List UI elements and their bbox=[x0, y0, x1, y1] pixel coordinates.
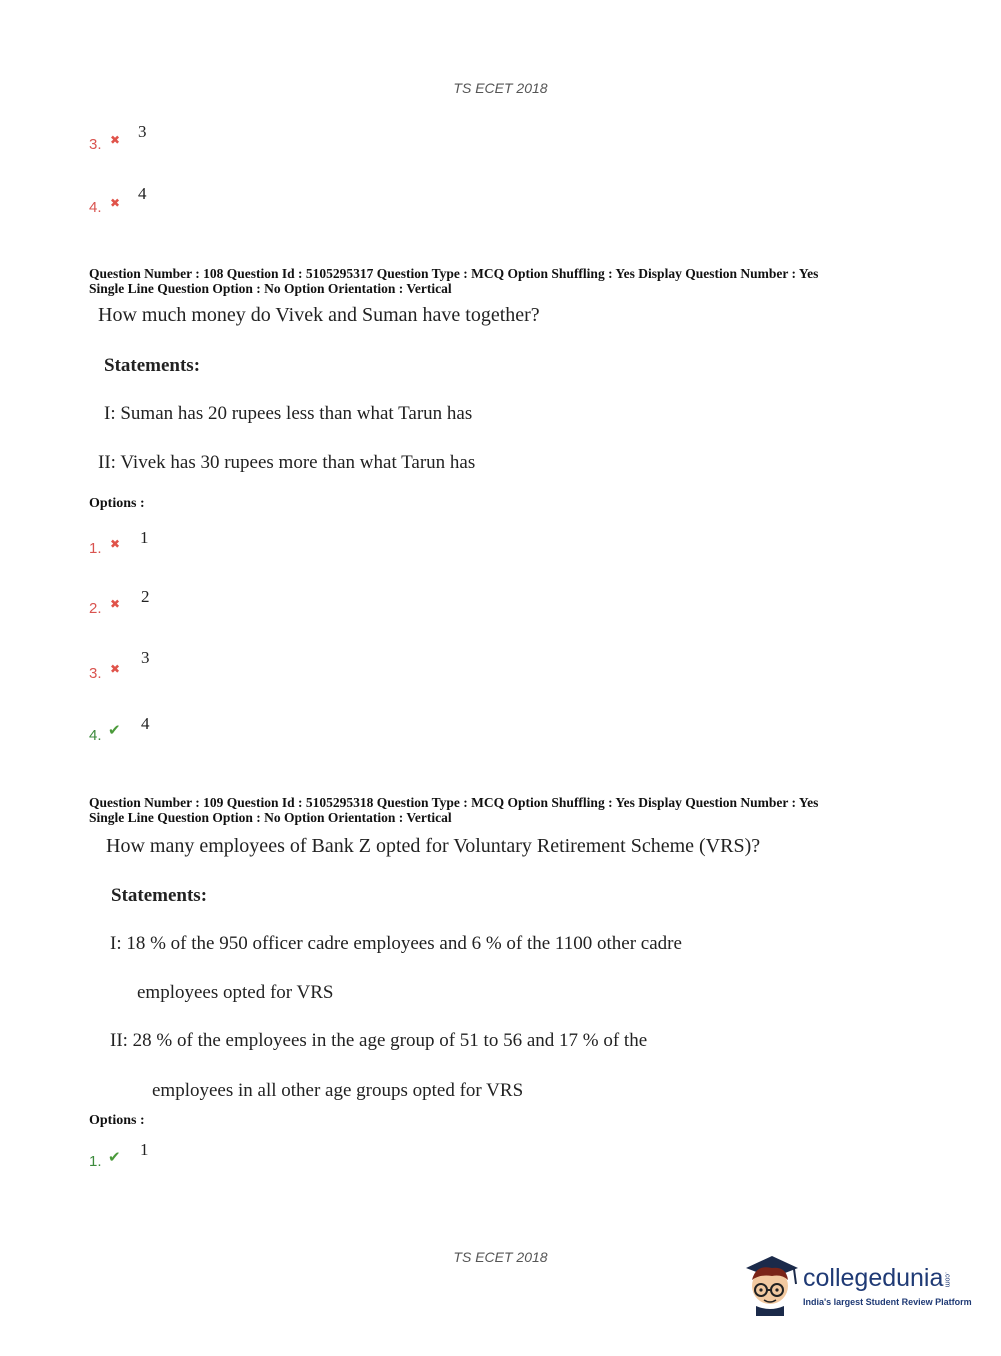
option-value: 2 bbox=[141, 587, 150, 606]
option-number: 2. bbox=[89, 600, 102, 617]
statement-1: I: 18 % of the 950 officer cadre employees and 6 % of the 1100 other cadre bbox=[110, 933, 682, 954]
statement-2: II: Vivek has 30 rupees more than what Tarun has bbox=[98, 452, 476, 473]
question-meta: Single Line Question Option : No Option Orientation : Vertical bbox=[89, 281, 452, 296]
check-icon: ✔ bbox=[108, 1148, 121, 1166]
option-value: 4 bbox=[138, 184, 147, 203]
statement-1-continued: employees opted for VRS bbox=[137, 982, 334, 1003]
statement-2-continued: employees in all other age groups opted for VRS bbox=[152, 1080, 524, 1101]
option-value: 1 bbox=[140, 1140, 149, 1159]
page-footer: TS ECET 2018 bbox=[453, 1249, 548, 1265]
statement-1: I: Suman has 20 rupees less than what Tarun has bbox=[104, 403, 473, 424]
option-number: 4. bbox=[89, 199, 102, 216]
page-header: TS ECET 2018 bbox=[453, 80, 548, 96]
option-number: 3. bbox=[89, 665, 102, 682]
option-value: 3 bbox=[141, 648, 150, 667]
option-value: 4 bbox=[141, 714, 150, 733]
cross-icon: ✖ bbox=[110, 662, 121, 676]
option-number: 1. bbox=[89, 1153, 102, 1170]
option-value: 3 bbox=[138, 122, 147, 141]
option-value: 1 bbox=[140, 528, 149, 547]
cross-icon: ✖ bbox=[110, 196, 121, 210]
question-text: How many employees of Bank Z opted for Voluntary Retirement Scheme (VRS)? bbox=[106, 835, 761, 857]
logo-suffix: .com bbox=[943, 1271, 951, 1287]
options-label: Options : bbox=[89, 1113, 145, 1128]
cross-icon: ✖ bbox=[110, 597, 121, 611]
cross-icon: ✖ bbox=[110, 133, 121, 147]
option-number: 1. bbox=[89, 540, 102, 557]
question-meta: Single Line Question Option : No Option Orientation : Vertical bbox=[89, 810, 452, 825]
mascot-icon bbox=[742, 1250, 802, 1318]
logo-tagline: India's largest Student Review Platform bbox=[803, 1297, 972, 1307]
question-meta: Question Number : 109 Question Id : 5105295318 Question Type : MCQ Option Shuffling : Yes Display Question Number : Yes bbox=[89, 795, 819, 810]
check-icon: ✔ bbox=[108, 721, 121, 739]
question-meta: Question Number : 108 Question Id : 5105295317 Question Type : MCQ Option Shuffling : Yes Display Question Number : Yes bbox=[89, 266, 819, 281]
options-label: Options : bbox=[89, 496, 145, 511]
option-number: 3. bbox=[89, 136, 102, 153]
statement-2: II: 28 % of the employees in the age group of 51 to 56 and 17 % of the bbox=[110, 1030, 648, 1051]
statements-heading: Statements: bbox=[104, 355, 201, 376]
cross-icon: ✖ bbox=[110, 537, 121, 551]
option-number: 4. bbox=[89, 727, 102, 744]
logo-wordmark[interactable]: collegedunia.com bbox=[803, 1264, 951, 1292]
question-text: How much money do Vivek and Suman have together? bbox=[98, 304, 540, 326]
statements-heading: Statements: bbox=[111, 885, 208, 906]
